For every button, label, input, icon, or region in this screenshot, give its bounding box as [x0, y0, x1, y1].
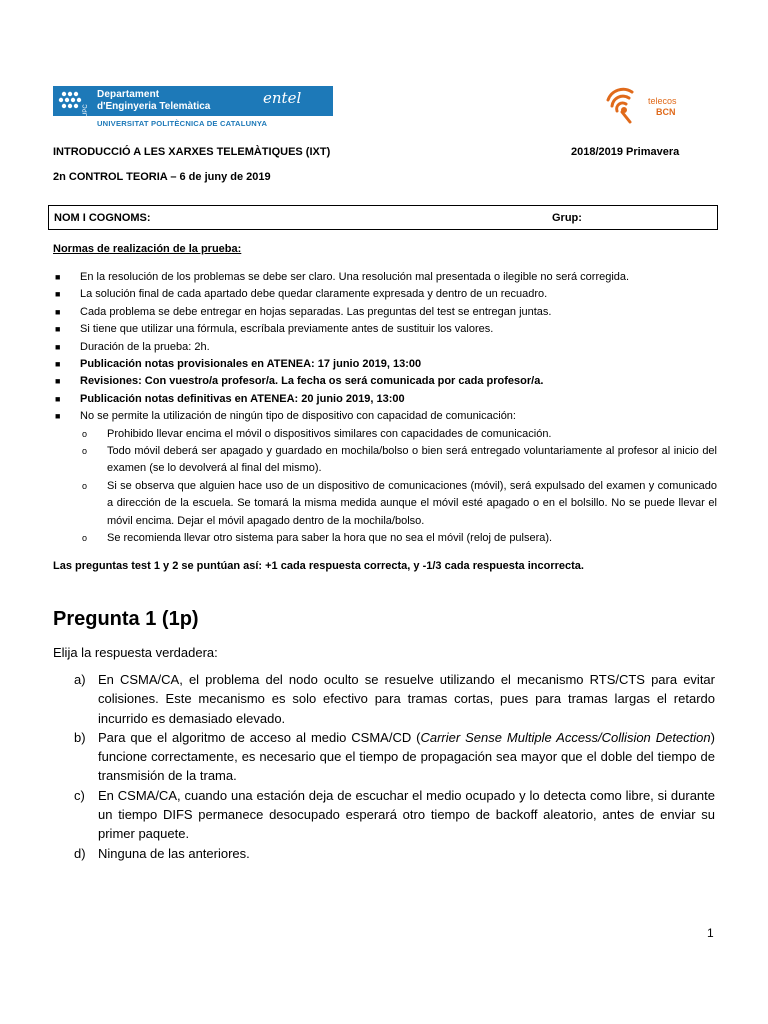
- course-title: INTRODUCCIÓ A LES XARXES TELEMÀTIQUES (IXT): [53, 146, 331, 158]
- rule-item: [53, 286, 717, 303]
- option-text-before: Para que el algoritmo de acceso al medio CSMA/CD (: [98, 729, 421, 745]
- answer-option-c: [74, 786, 715, 844]
- circle-bullet-icon: o: [82, 480, 88, 491]
- rule-text: Publicación notas definitivas en ATENEA: 20 junio 2019, 13:00: [80, 392, 405, 405]
- sub-rule-text: Prohibido llevar encima el móvil o dispositivos similares con capacidades de comunicación.: [107, 427, 552, 440]
- telecos-signal-icon: [602, 86, 646, 126]
- square-bullet-icon: ■: [55, 272, 61, 282]
- rule-item: [53, 391, 717, 408]
- square-bullet-icon: ■: [55, 289, 61, 300]
- course-term: 2018/2019 Primavera: [571, 146, 680, 158]
- group-label: Grup:: [552, 212, 582, 224]
- square-bullet-icon: ■: [55, 341, 61, 352]
- circle-bullet-icon: o: [82, 533, 88, 544]
- sub-rule-item: [80, 530, 717, 547]
- circle-bullet-icon: o: [82, 428, 88, 439]
- square-bullet-icon: ■: [55, 324, 61, 335]
- upc-logo: [53, 86, 333, 132]
- rule-item: [53, 269, 717, 286]
- square-bullet-icon: ■: [55, 411, 61, 422]
- department-name-line2: d'Enginyeria Telemàtica: [97, 101, 211, 112]
- entel-logo-text: entel: [263, 89, 302, 107]
- question-title: Pregunta 1 (1p): [53, 608, 199, 630]
- answer-option-d: [74, 844, 715, 863]
- option-letter: c): [74, 787, 85, 803]
- square-bullet-icon: ■: [55, 393, 61, 404]
- rules-heading: Normas de realización de la prueba:: [53, 243, 242, 255]
- square-bullet-icon: ■: [55, 359, 61, 370]
- upc-emblem-icon: [53, 86, 91, 124]
- telecos-bcn-word: BCN: [656, 107, 676, 117]
- device-rules-sublist: [80, 426, 717, 548]
- question-prompt: Elija la respuesta verdadera:: [53, 645, 218, 660]
- answer-option-b: [74, 728, 715, 786]
- answer-option-a: [74, 670, 715, 728]
- rule-item: [53, 356, 717, 373]
- rule-text: Publicación notas provisionales en ATENEA: 17 junio 2019, 13:00: [80, 358, 422, 371]
- sub-rule-item: [80, 443, 717, 478]
- upc-emblem-text: UPC: [83, 104, 89, 117]
- rule-item: [53, 339, 717, 356]
- rule-text: La solución final de cada apartado debe quedar claramente expresada y dentro de un recuadro.: [80, 288, 548, 301]
- rules-list: [53, 269, 717, 548]
- sub-rule-text: Si se observa que alguien hace uso de un dispositivo de comunicaciones (móvil), será expulsado del examen y comunicado a dirección de la escuela. Se tomará la misma medida aunque el móvil esté apagado o en el bolsillo. No se puede llevar el móvil encima. Dejar el móvil apagado dentro de la mochila/bolso.: [107, 479, 717, 527]
- answer-options: [74, 670, 715, 863]
- rule-item: [53, 373, 717, 390]
- student-name-box: [48, 205, 718, 230]
- page-number: 1: [707, 926, 714, 940]
- telecos-bcn-logo: [602, 86, 712, 126]
- option-text: Ninguna de las anteriores.: [98, 845, 250, 861]
- rule-item: [53, 408, 717, 547]
- option-letter: a): [74, 672, 86, 687]
- rule-text: Si tiene que utilizar una fórmula, escríbala previamente antes de sustituir los valores.: [80, 323, 494, 336]
- option-letter: d): [74, 845, 86, 861]
- sub-rule-item: [80, 478, 717, 530]
- option-text-after: ) funcione correctamente, es necesario que el tiempo de propagación sea mayor que el doble del tiempo de transmisión de la trama.: [98, 729, 715, 784]
- option-text-italic: Carrier Sense Multiple Access/Collision Detection: [420, 729, 711, 745]
- name-label: NOM I COGNOMS:: [54, 212, 151, 224]
- scoring-note: Las preguntas test 1 y 2 se puntúan así: +1 cada respuesta correcta, y -1/3 cada respuesta incorrecta.: [53, 560, 584, 572]
- option-text: En CSMA/CA, cuando una estación deja de escuchar el medio ocupado y lo detecta como libre, si durante un tiempo DIFS permanece desocupado esperará otro tiempo de backoff aleatorio, antes de enviar su primer paquete.: [98, 787, 715, 842]
- circle-bullet-icon: o: [82, 446, 88, 457]
- rule-item: [53, 304, 717, 321]
- square-bullet-icon: ■: [55, 306, 61, 317]
- sub-rule-text: Se recomienda llevar otro sistema para saber la hora que no sea el móvil (reloj de pulsera).: [107, 532, 553, 545]
- rule-text: Revisiones: Con vuestro/a profesor/a. La fecha os será comunicada por cada profesor/a.: [80, 375, 544, 388]
- sub-rule-item: [80, 426, 717, 443]
- sub-rule-text: Todo móvil deberá ser apagado y guardado en mochila/bolso o bien será entregado voluntariamente al profesor al inicio del examen (se lo devolverá al final del mismo).: [107, 445, 717, 475]
- rule-item: [53, 321, 717, 338]
- telecos-word: telecos: [648, 96, 677, 106]
- rule-text: En la resolución de los problemas se debe ser claro. Una resolución mal presentada o ilegible no será corregida.: [80, 271, 630, 283]
- university-name: UNIVERSITAT POLITÈCNICA DE CATALUNYA: [97, 119, 268, 128]
- option-letter: b): [74, 729, 86, 745]
- square-bullet-icon: ■: [55, 376, 61, 387]
- rule-text: Duración de la prueba: 2h.: [80, 340, 210, 353]
- rule-text: Cada problema se debe entregar en hojas separadas. Las preguntas del test se entregan juntas.: [80, 305, 552, 318]
- department-name-line1: Departament: [97, 89, 160, 100]
- option-text: En CSMA/CA, el problema del nodo oculto se resuelve utilizando el mecanismo RTS/CTS para evitar colisiones. Este mecanismo es solo efectivo para tramas cortas, pues para tramas largas el retardo incurrido es demasiado elevado.: [98, 672, 715, 726]
- rule-text: No se permite la utilización de ningún tipo de dispositivo con capacidad de comunicación:: [80, 410, 516, 423]
- exam-control-title: 2n CONTROL TEORIA – 6 de juny de 2019: [53, 171, 271, 183]
